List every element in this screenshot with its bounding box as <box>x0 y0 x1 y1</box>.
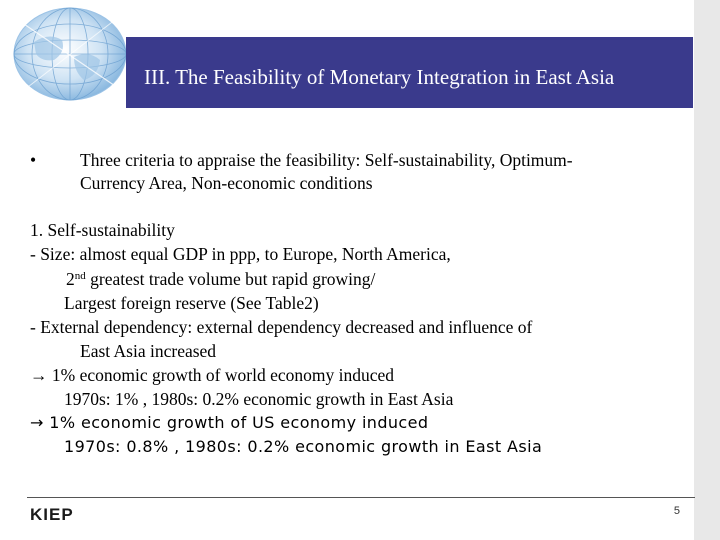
external-line-1: - External dependency: external dependency decreased and influence of <box>30 317 533 337</box>
size-line-1: - Size: almost equal GDP in ppp, to Europe, North America, <box>30 244 451 264</box>
slide-title: III. The Feasibility of Monetary Integration in East Asia <box>144 65 615 89</box>
size-line-2-num: 2 <box>66 269 75 289</box>
bullet-line-2: Currency Area, Non-economic conditions <box>80 173 373 193</box>
bullet-line-1: Three criteria to appraise the feasibility: Self-sustainability, Optimum- <box>80 150 573 170</box>
size-line-2-rest: greatest trade volume but rapid growing/ <box>85 269 376 289</box>
bullet-dot: • <box>30 150 37 170</box>
kiep-logo: KIEP <box>30 505 74 524</box>
us-line-1: → 1% economic growth of US economy induced <box>30 413 429 432</box>
external-line-2: East Asia increased <box>80 341 217 361</box>
size-line-2-sup: nd <box>74 270 86 282</box>
section-heading: 1. Self-sustainability <box>30 220 175 240</box>
us-line-2: 1970s: 0.8% , 1980s: 0.2% economic growth in East Asia <box>64 437 543 456</box>
size-line-3: Largest foreign reserve (See Table2) <box>64 293 319 313</box>
footer-divider <box>27 497 695 498</box>
page-number: 5 <box>673 505 680 517</box>
side-strip <box>694 0 720 540</box>
world-line-1: → 1% economic growth of world economy induced <box>30 365 395 385</box>
size-line-2 <box>66 268 375 290</box>
world-line-2: 1970s: 1% , 1980s: 0.2% economic growth in East Asia <box>64 389 454 409</box>
